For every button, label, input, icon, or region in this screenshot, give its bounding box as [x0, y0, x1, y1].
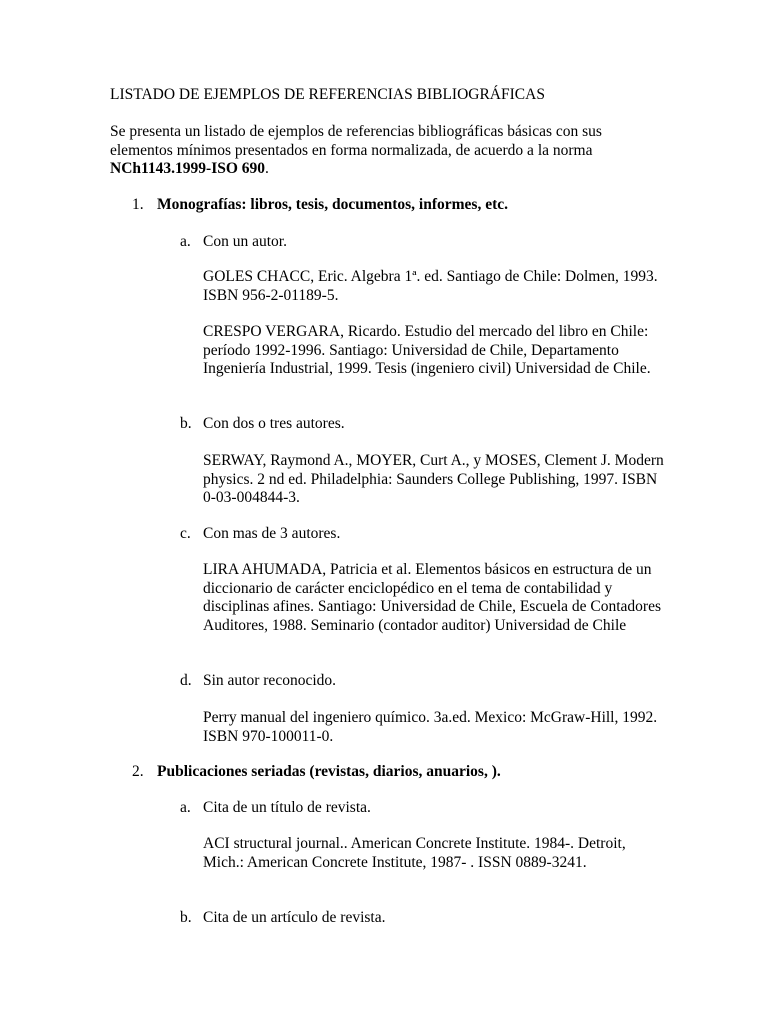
document-title: LISTADO DE EJEMPLOS DE REFERENCIAS BIBLIOGRÁFICAS: [110, 86, 545, 103]
intro-paragraph: [110, 123, 650, 179]
reference-entry: ACI structural journal.. American Concrete Institute. 1984-. Detroit, Mich.: American Concrete Institute, 1987- . ISSN 0889-3241.: [203, 835, 626, 871]
item-label: Cita de un artículo de revista.: [203, 909, 386, 926]
reference-entry: SERWAY, Raymond A., MOYER, Curt A., y MOSES, Clement J. Modern physics. 2 nd ed. Philadelphia: Saunders College Publishing, 1997. ISBN 0-03-004844-3.: [203, 452, 664, 506]
item-letter: b.: [180, 415, 192, 432]
reference-entry: CRESPO VERGARA, Ricardo. Estudio del mercado del libro en Chile: período 1992-1996. Santiago: Universidad de Chile, Departamento Ingeniería Industrial, 1999. Tesis (ingeniero civil) Universidad de Chile.: [203, 323, 651, 377]
item-letter: d.: [180, 672, 192, 689]
item-letter: a.: [180, 233, 191, 250]
item-letter: a.: [180, 799, 191, 816]
section-number: 1.: [132, 196, 144, 213]
norm-code: NCh1143.1999-ISO 690: [110, 160, 266, 177]
item-letter: b.: [180, 909, 192, 926]
reference-entry: Perry manual del ingeniero químico. 3a.ed. Mexico: McGraw-Hill, 1992. ISBN 970-100011-0.: [203, 709, 658, 745]
intro-end: .: [265, 160, 269, 177]
reference-entry: LIRA AHUMADA, Patricia et al. Elementos básicos en estructura de un diccionario de carácter enciclopédico en el tema de contabilidad y disciplinas afines. Santiago: Universidad de Chile, Escuela de Contadores Auditores, 1988. Seminario (contador auditor) Universidad de Chile: [203, 561, 661, 634]
section-number: 2.: [132, 763, 144, 780]
item-letter: c.: [180, 525, 191, 542]
item-label: Con dos o tres autores.: [203, 415, 345, 432]
reference-entry: GOLES CHACC, Eric. Algebra 1ª. ed. Santiago de Chile: Dolmen, 1993. ISBN 956-2-01189-5.: [203, 268, 658, 304]
section-heading: Publicaciones seriadas (revistas, diarios, anuarios, ).: [157, 763, 501, 780]
item-label: Sin autor reconocido.: [203, 672, 337, 689]
item-label: Con mas de 3 autores.: [203, 525, 341, 542]
intro-text: Se presenta un listado de ejemplos de referencias bibliográficas básicas con sus elementos mínimos presentados en forma normalizada, de acuerdo a la norma: [110, 123, 602, 159]
item-label: Cita de un título de revista.: [203, 799, 371, 816]
item-label: Con un autor.: [203, 233, 287, 250]
section-heading: Monografías: libros, tesis, documentos, informes, etc.: [157, 196, 509, 213]
